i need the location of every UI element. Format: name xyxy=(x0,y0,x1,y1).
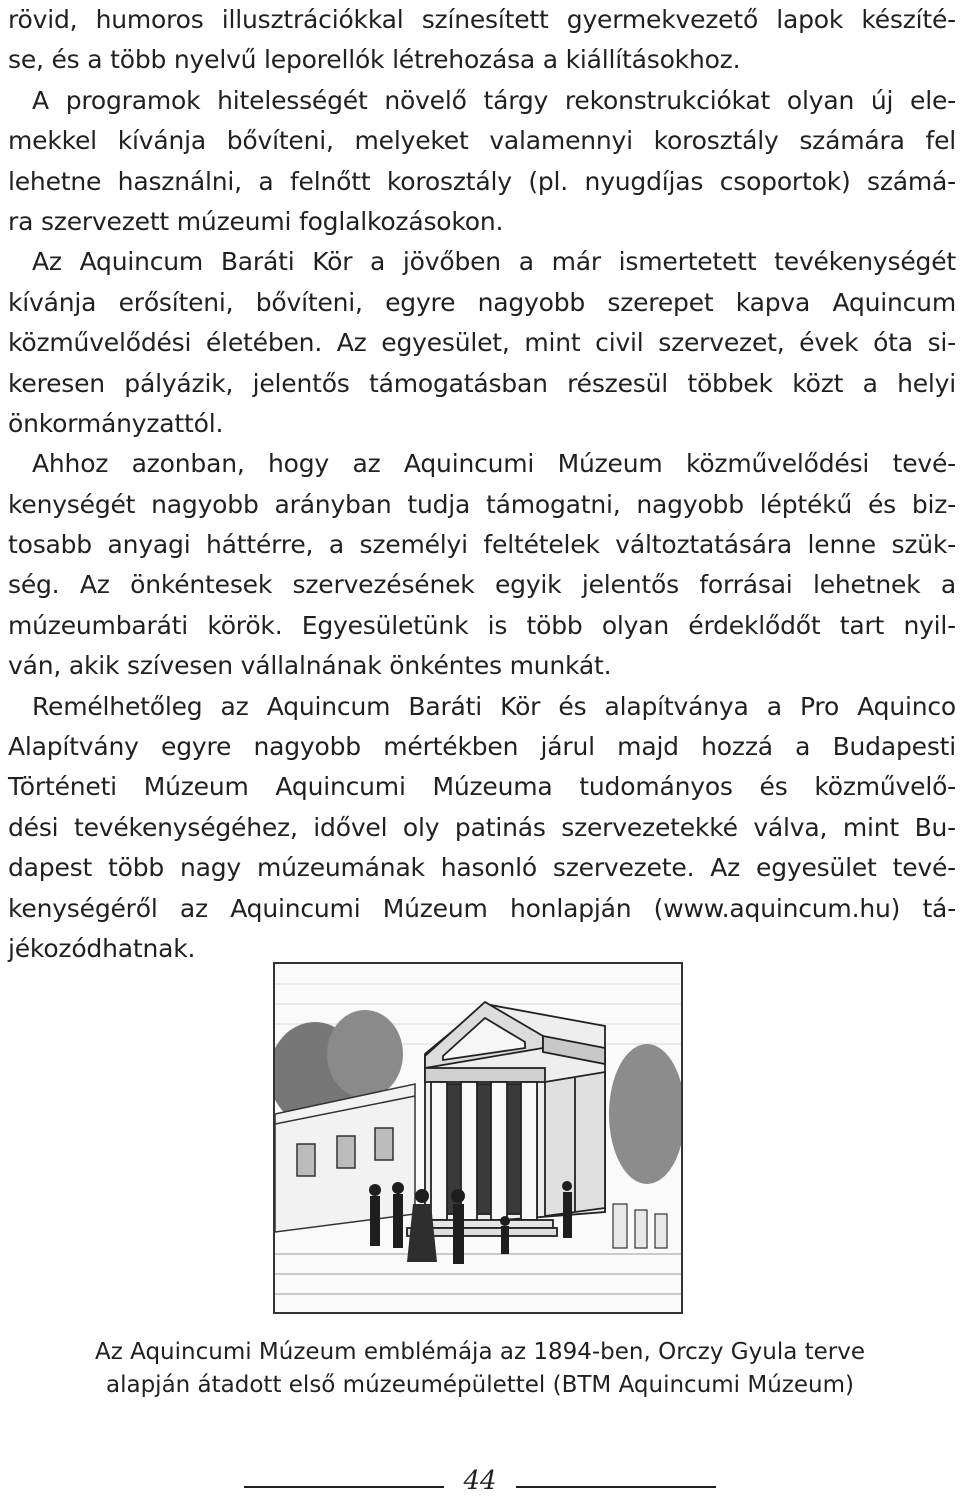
body-line: dési tevékenységéhez, idővel oly patinás szervezetekké válva, mint Bu- xyxy=(8,812,956,842)
body-text xyxy=(8,0,956,969)
body-line: dapest több nagy múzeumának hasonló szervezete. Az egyesület tevé- xyxy=(8,853,956,883)
footer-rule-right xyxy=(516,1486,716,1488)
body-line: Remélhetőleg az Aquincum Baráti Kör és alapítványa a Pro Aquinco xyxy=(32,691,956,721)
footer-rule-left xyxy=(244,1486,444,1488)
body-line: Ahhoz azonban, hogy az Aquincumi Múzeum közművelődési tevé- xyxy=(32,449,956,479)
body-line: Az Aquincum Baráti Kör a jövőben a már ismertetett tevékenységét xyxy=(32,247,956,277)
body-line: A programok hitelességét növelő tárgy rekonstrukciókat olyan új ele- xyxy=(32,85,956,115)
museum-illustration xyxy=(273,962,683,1314)
body-line: keresen pályázik, jelentős támogatásban részesül többek közt a helyi xyxy=(8,368,956,398)
body-line: ván, akik szívesen vállalnának önkéntes munkát. xyxy=(8,651,612,681)
page-number: 44 xyxy=(463,1466,497,1496)
body-line: Alapítvány egyre nagyobb mértékben járul majd hozzá a Budapesti xyxy=(8,732,956,762)
body-line: jékozódhatnak. xyxy=(8,933,196,963)
figure-caption-line: Az Aquincumi Múzeum emblémája az 1894-ben, Orczy Gyula terve xyxy=(95,1339,865,1365)
body-line: kívánja erősíteni, bővíteni, egyre nagyobb szerepet kapva Aquincum xyxy=(8,287,956,317)
body-line: mekkel kívánja bővíteni, melyeket valamennyi korosztály számára fel xyxy=(8,126,956,156)
body-line: ség. Az önkéntesek szervezésének egyik jelentős forrásai lehetnek a xyxy=(8,570,956,600)
body-line: ra szervezett múzeumi foglalkozásokon. xyxy=(8,206,504,236)
body-line: önkormányzattól. xyxy=(8,408,224,438)
body-line: se, és a több nyelvű leporellók létrehozása a kiállításokhoz. xyxy=(8,45,741,75)
museum-building-drawing xyxy=(275,964,681,1312)
body-line: Történeti Múzeum Aquincumi Múzeuma tudományos és közművelő- xyxy=(8,772,956,802)
figure-caption-line: alapján átadott első múzeumépülettel (BTM Aquincumi Múzeum) xyxy=(106,1372,854,1398)
body-line: tosabb anyagi háttérre, a személyi feltételek változtatására lenne szük- xyxy=(8,530,956,560)
body-line: lehetne használni, a felnőtt korosztály (pl. nyugdíjas csoportok) számá- xyxy=(8,166,956,196)
body-line: kenységéről az Aquincumi Múzeum honlapján (www.aquincum.hu) tá- xyxy=(8,893,956,923)
body-line: közművelődési életében. Az egyesület, mint civil szervezet, évek óta si- xyxy=(8,328,956,358)
body-line: múzeumbaráti körök. Egyesületünk is több olyan érdeklődőt tart nyil- xyxy=(8,610,956,640)
body-line: rövid, humoros illusztrációkkal színesített gyermekvezető lapok készíté- xyxy=(8,5,956,34)
body-line: kenységét nagyobb arányban tudja támogatni, nagyobb léptékű és biz- xyxy=(8,489,956,519)
